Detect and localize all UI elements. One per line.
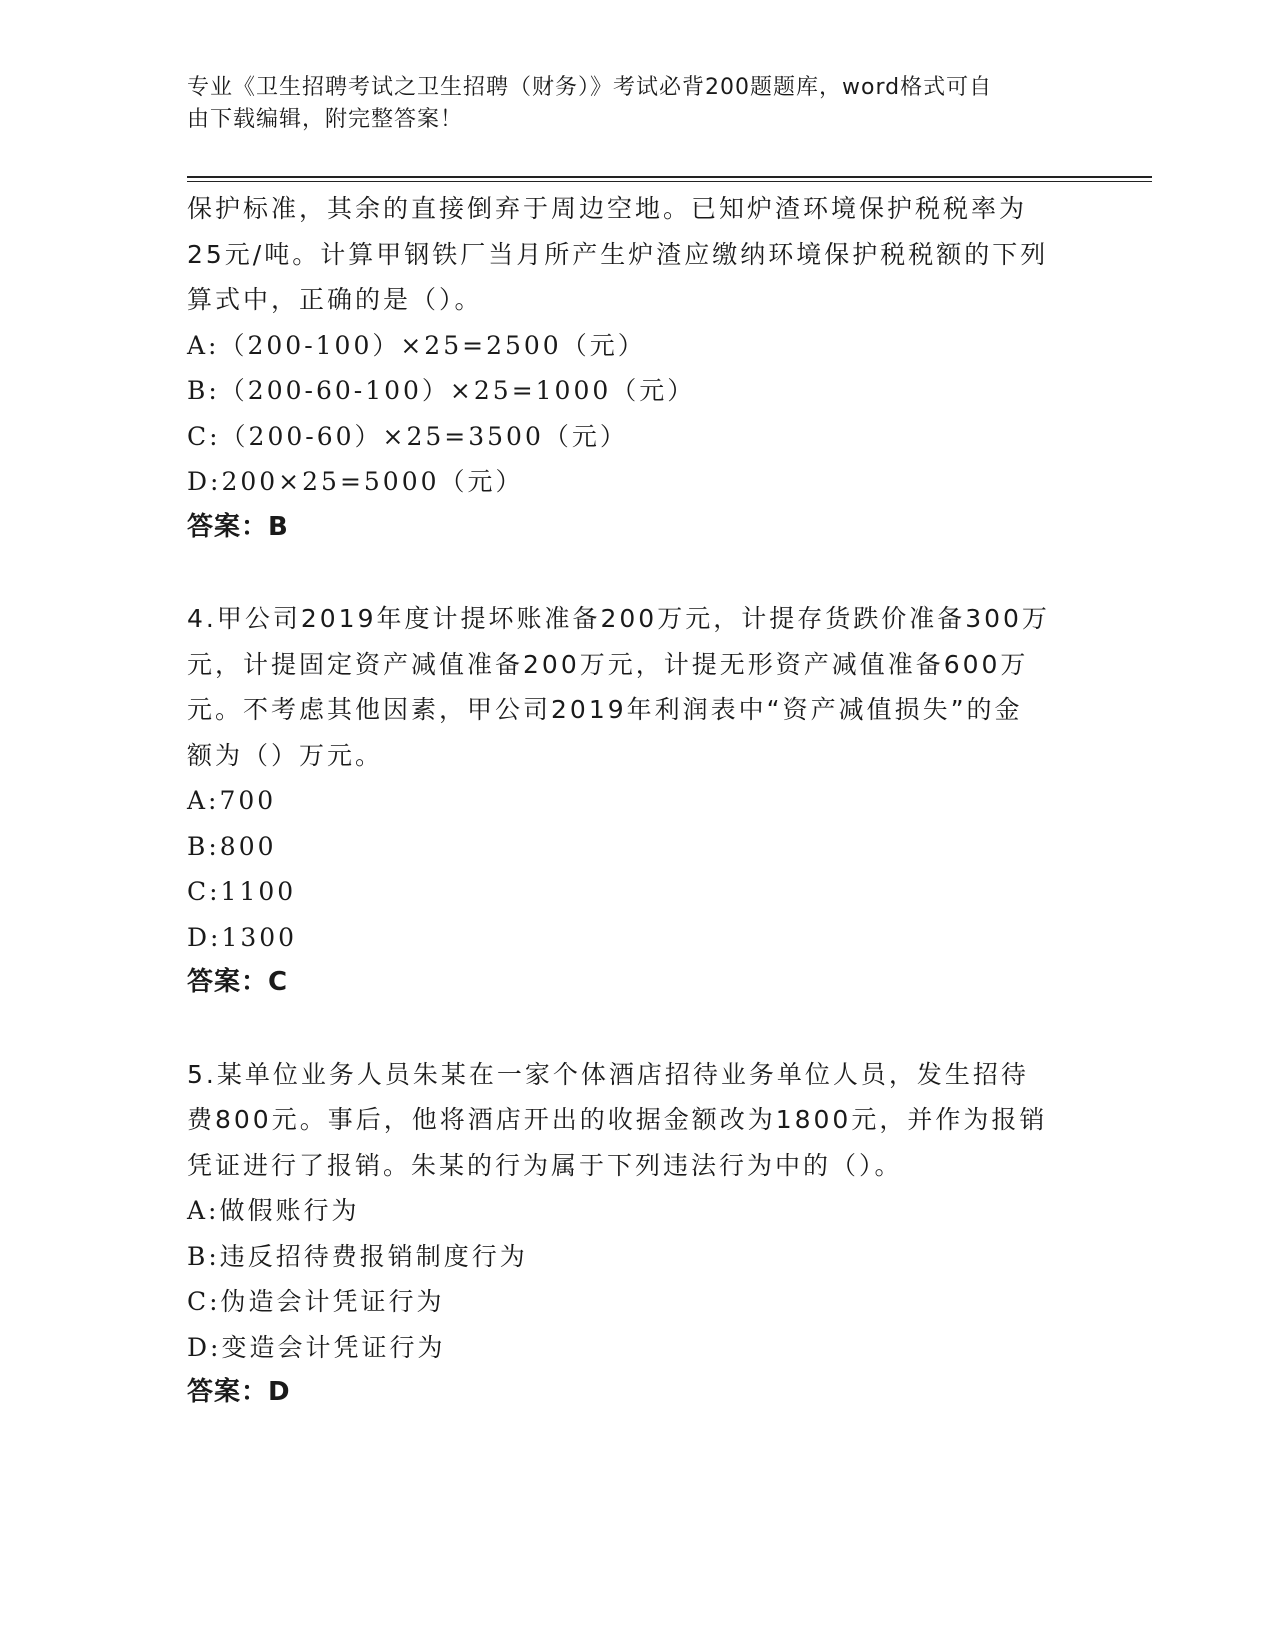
question-5-option-d: D:变造会计凭证行为	[187, 1332, 446, 1362]
question-3-option-b: B:（200-60-100）×25=1000（元）	[187, 376, 696, 405]
question-5-line-2: 费800元。事后，他将酒店开出的收据金额改为1800元，并作为报销	[187, 1105, 1048, 1134]
question-3-line-2: 25元/吨。计算甲钢铁厂当月所产生炉渣应缴纳环境保护税税额的下列	[187, 239, 1049, 269]
question-5-option-c: C:伪造会计凭证行为	[187, 1287, 445, 1316]
question-3-line-3: 算式中，正确的是（）。	[187, 285, 483, 314]
question-5-line-1: 5.某单位业务人员朱某在一家个体酒店招待业务单位人员，发生招待	[187, 1059, 1029, 1089]
question-3-line-1: 保护标准，其余的直接倒弃于周边空地。已知炉渣环境保护税税率为	[187, 194, 1028, 223]
question-4-answer: 答案：C	[187, 967, 289, 997]
question-4-option-a: A:700	[187, 786, 277, 815]
header-rule-thin	[187, 181, 1152, 182]
question-4	[187, 596, 1087, 1006]
question-4-option-c: C:1100	[187, 877, 297, 906]
question-3	[187, 186, 1087, 550]
header-line-2: 由下载编辑，附完整答案！	[187, 107, 464, 132]
question-3-option-d: D:200×25=5000（元）	[187, 467, 524, 496]
spacer	[187, 550, 1087, 596]
question-5	[187, 1052, 1087, 1416]
question-3-option-c: C:（200-60）×25=3500（元）	[187, 421, 628, 451]
question-3-answer: 答案：B	[187, 511, 289, 542]
header-line-1: 专业《卫生招聘考试之卫生招聘（财务）》考试必背200题题库，word格式可自	[187, 75, 993, 100]
question-5-line-3: 凭证进行了报销。朱某的行为属于下列违法行为中的（）。	[187, 1150, 903, 1180]
document-body	[187, 186, 1087, 1416]
question-4-option-b: B:800	[187, 831, 277, 861]
spacer	[187, 1006, 1087, 1052]
question-5-answer: 答案：D	[187, 1377, 291, 1407]
question-5-option-a: A:做假账行为	[187, 1196, 360, 1225]
header-rule-thick	[187, 176, 1152, 178]
question-4-line-1: 4.甲公司2019年度计提坏账准备200万元，计提存货跌价准备300万	[187, 604, 1050, 633]
question-4-line-2: 元，计提固定资产减值准备200万元，计提无形资产减值准备600万	[187, 649, 1029, 679]
question-4-option-d: D:1300	[187, 922, 298, 952]
question-4-line-4: 额为（）万元。	[187, 740, 384, 770]
question-5-option-b: B:违反招待费报销制度行为	[187, 1241, 528, 1271]
question-4-line-3: 元。不考虑其他因素，甲公司2019年利润表中“资产减值损失”的金	[187, 695, 1023, 724]
question-3-option-a: A:（200-100）×25=2500（元）	[187, 330, 646, 360]
document-header	[187, 72, 1067, 136]
